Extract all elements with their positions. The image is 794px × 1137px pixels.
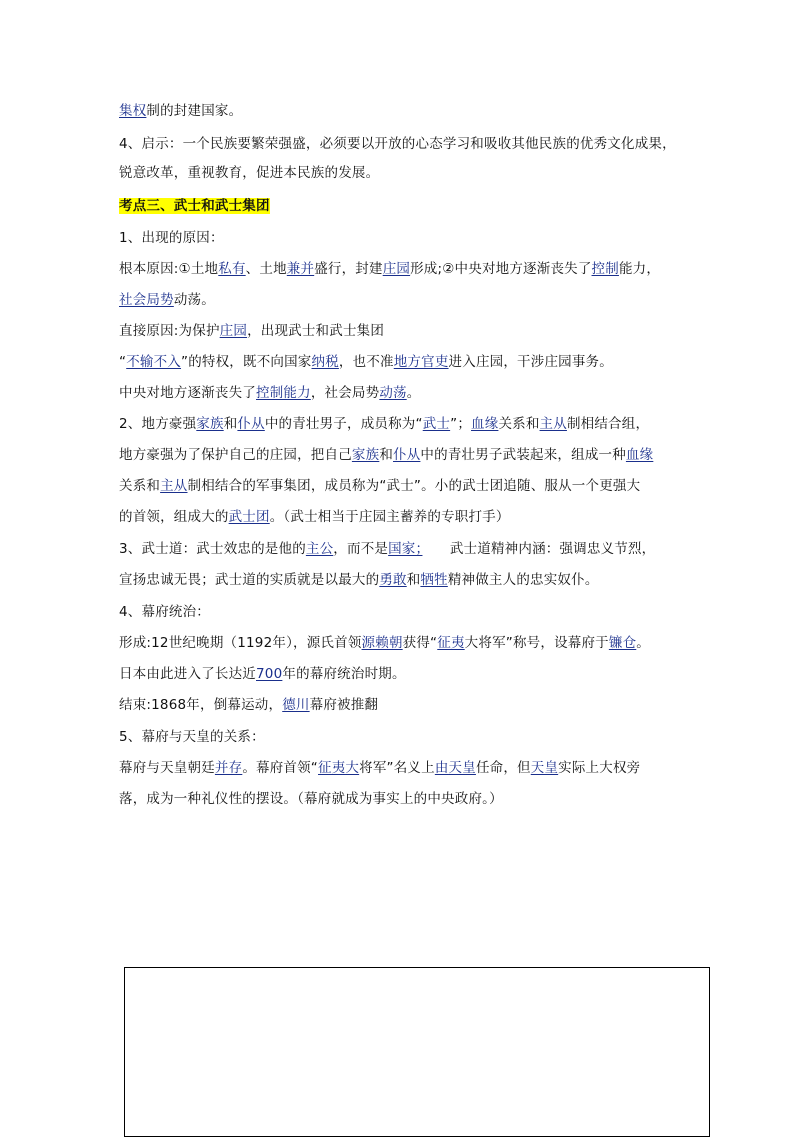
text-run: 制相结合的军事集团，成员称为“武士”。小的武士团追随、服从一个更强大 [187, 478, 641, 494]
text-line [119, 789, 699, 809]
text-run: 将军”名义上 [359, 760, 435, 776]
text-run: 落，成为一种礼仪性的摆设。（幕府就成为事实上的中央政府。） [119, 791, 503, 807]
text-run: ”的特权，既不向国家 [181, 354, 312, 370]
text-run: 直接原因:为保护 [119, 323, 220, 339]
underlined-keyword: 征夷 [437, 635, 465, 651]
text-line [119, 163, 699, 183]
underlined-keyword: 庄园 [219, 323, 248, 339]
text-run: 能力， [618, 261, 661, 277]
text-run: 地方豪强为了保护自己的庄园，把自己 [119, 447, 352, 463]
underlined-keyword: 主从 [160, 478, 188, 494]
text-run: 年的幕府统治时期。 [282, 666, 406, 682]
text-run: 的首领，组成大的 [119, 509, 229, 525]
text-line [119, 570, 699, 590]
underlined-keyword: 牺牲 [420, 572, 448, 588]
text-run: 大将军”称号，设幕府于 [464, 635, 609, 651]
text-run: ”； [450, 416, 472, 432]
text-run: 幕府被推翻 [309, 697, 379, 713]
underlined-keyword: 由 [434, 760, 449, 776]
underlined-keyword: 集权 [119, 103, 147, 119]
empty-text-box [124, 967, 710, 1137]
underlined-keyword: 纳税 [311, 354, 339, 370]
underlined-keyword: 国家； [388, 541, 423, 557]
underlined-keyword: 天皇 [448, 760, 476, 776]
underlined-keyword: 兼并 [286, 261, 315, 277]
underlined-keyword: 血缘 [471, 416, 499, 432]
text-run: 盛行，封建 [314, 261, 383, 277]
text-run: 和 [223, 416, 238, 432]
underlined-keyword: 社会局势 [119, 292, 174, 308]
underlined-keyword: 700 [256, 666, 283, 682]
underlined-keyword: 武士团 [228, 509, 270, 525]
underlined-keyword: 勇敢 [379, 572, 407, 588]
text-run: 。幕府首领“ [242, 760, 319, 776]
text-line [119, 602, 699, 622]
text-run: 1、出现的原因： [119, 230, 224, 246]
text-run: 精神做主人的忠实奴仆。 [447, 572, 599, 588]
underlined-keyword: 武士 [422, 416, 451, 432]
text-line [119, 134, 699, 154]
underlined-keyword: 私有 [218, 261, 246, 277]
text-run: 关系和 [119, 478, 161, 494]
underlined-keyword: 不输不入 [126, 354, 182, 370]
text-run: 中的青壮男子武装起来，组成一种 [420, 447, 626, 463]
text-run: 形成:12世纪晚期（1192年），源氏首领 [119, 635, 362, 651]
text-line [119, 290, 699, 310]
text-line [119, 695, 699, 715]
text-line [119, 101, 699, 121]
underlined-keyword: 征夷大 [318, 760, 360, 776]
text-run: 动荡。 [173, 292, 215, 308]
text-line [119, 476, 699, 496]
text-line [119, 259, 699, 279]
underlined-keyword: 家族 [351, 447, 380, 463]
text-line [119, 383, 699, 403]
text-run: 日本由此进入了长达近 [119, 666, 256, 682]
underlined-keyword: 家族 [196, 416, 224, 432]
underlined-keyword: 地方官吏 [393, 354, 449, 370]
text-run: 、土地 [245, 261, 287, 277]
text-run: 获得“ [402, 635, 438, 651]
text-run: 中的青壮男子，成员称为“ [264, 416, 423, 432]
text-run: 4、启示：一个民族要繁荣强盛，必须要以开放的心态学习和吸收其他民族的优秀文化成果， [119, 136, 676, 152]
text-run: 武士道精神内涵：强调忠义节烈， [422, 541, 656, 557]
text-run: 宣扬忠诚无畏；武士道的实质就是以最大的 [119, 572, 380, 588]
text-run: 锐意改革，重视教育，促进本民族的发展。 [119, 165, 380, 181]
text-run: 幕府与天皇朝廷 [119, 760, 215, 776]
underlined-keyword: 德川 [282, 697, 310, 713]
text-line [119, 228, 699, 248]
text-run: 3、武士道：武士效忠的是他的 [119, 541, 306, 557]
text-line [119, 633, 699, 653]
text-run: ，出现武士和武士集团 [247, 323, 385, 339]
text-line [119, 414, 699, 434]
text-run: ，而不是 [333, 541, 389, 557]
text-line [119, 445, 699, 465]
text-run: 2、地方豪强 [119, 416, 197, 432]
underlined-keyword: 并存 [214, 760, 243, 776]
underlined-keyword: 控制能力 [256, 385, 311, 401]
underlined-keyword: 控制 [591, 261, 619, 277]
text-run: ，社会局势 [310, 385, 380, 401]
text-run: 和 [406, 572, 421, 588]
text-line [119, 352, 699, 372]
text-run: 关系和 [498, 416, 540, 432]
text-run: 。（武士相当于庄园主蓄养的专职打手） [269, 509, 510, 525]
underlined-keyword: 血缘 [625, 447, 654, 463]
underlined-keyword: 主从 [539, 416, 567, 432]
text-run: 结束:1868年，倒幕运动， [119, 697, 283, 713]
text-line [119, 507, 699, 527]
text-run: 中央对地方逐渐丧失了 [119, 385, 256, 401]
underlined-keyword: 庄园 [382, 261, 411, 277]
text-run: 4、幕府统治： [119, 604, 210, 620]
underlined-keyword: 仆从 [393, 447, 421, 463]
underlined-keyword: 主公 [305, 541, 334, 557]
text-run: ，也不准 [338, 354, 394, 370]
text-run: 实际上大权旁 [558, 760, 641, 776]
text-line [119, 727, 699, 747]
text-run: 制的封建国家。 [146, 103, 243, 119]
text-run: 制相结合组， [566, 416, 650, 432]
text-line [119, 664, 699, 684]
underlined-keyword: 动荡 [379, 385, 407, 401]
text-run: 。 [636, 635, 650, 651]
underlined-keyword: 仆从 [237, 416, 265, 432]
text-run: 和 [379, 447, 394, 463]
text-line [119, 758, 699, 778]
text-line [119, 321, 699, 341]
text-line [119, 539, 699, 559]
text-run: “ [119, 354, 127, 370]
text-run: 进入庄园，干涉庄园事务。 [448, 354, 613, 370]
text-line [119, 196, 699, 216]
underlined-keyword: 镰仓 [608, 635, 637, 651]
underlined-keyword: 源赖朝 [361, 635, 403, 651]
section-heading: 考点三、武士和武士集团 [119, 198, 270, 214]
underlined-keyword: 天皇 [530, 760, 559, 776]
text-run: 形成;②中央对地方逐渐丧失了 [410, 261, 592, 277]
text-run: 。 [406, 385, 421, 401]
text-run: 任命，但 [475, 760, 531, 776]
text-run: 根本原因:①土地 [119, 261, 219, 277]
text-run: 5、幕府与天皇的关系： [119, 729, 265, 745]
